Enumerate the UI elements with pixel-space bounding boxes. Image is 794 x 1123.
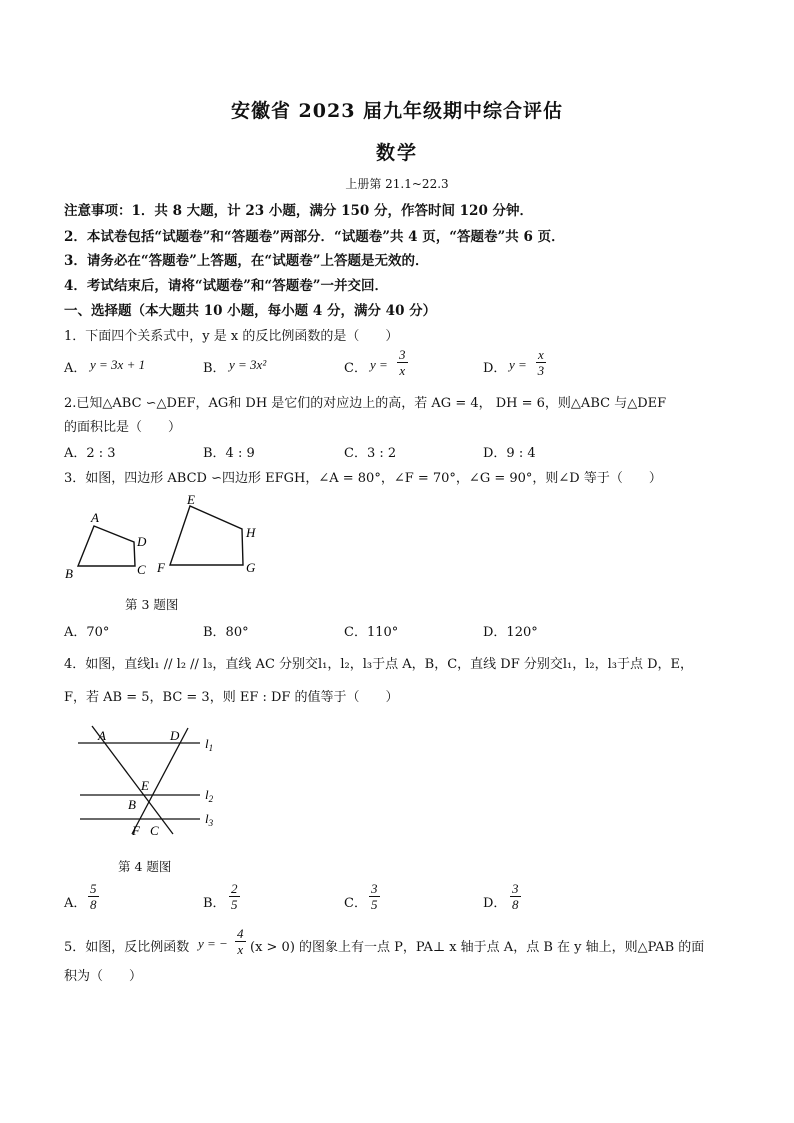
note-1: 注意事项：1．共 8 大题，计 23 小题，满分 150 分，作答时间 120 分钟．	[64, 203, 534, 219]
q4-option-a-label: A．	[64, 896, 87, 911]
section-heading: 一、选择题（本大题共 10 小题，每小题 4 分，满分 40 分）	[64, 303, 437, 319]
label-l2: $l_2$	[205, 787, 214, 804]
exam-title: 安徽省 2023 届九年级期中综合评估	[230, 100, 564, 122]
label-h: H	[246, 525, 256, 540]
q4-stem-line2: F，若 AB = 5，BC = 3，则 EF : DF 的值等于（ ）	[64, 690, 399, 705]
q3-caption: 第 3 题图	[125, 597, 179, 612]
label-c: C	[137, 562, 146, 577]
q2-stem-line2: 的面积比是（ ）	[64, 420, 182, 435]
q1-option-b: y = 3x²	[229, 357, 267, 372]
q1-option-c-label: C．	[344, 361, 367, 376]
q4-figure	[70, 722, 230, 842]
q1-option-a-label: A．	[64, 361, 87, 376]
label-a: A	[98, 728, 106, 743]
q4-option-c-label: C．	[344, 896, 367, 911]
q2-option-d: D．9 : 4	[483, 446, 536, 461]
q3-option-d: D．120°	[483, 625, 538, 640]
q5-function-fraction: $\frac{4}{x}$	[237, 926, 244, 957]
q1-option-d-fraction: $\frac{x}{3}$	[537, 347, 545, 378]
label-c: C	[150, 823, 159, 838]
note-2: 2．本试卷包括“试题卷”和“答题卷”两部分．“试题卷”共 4 页，“答题卷”共 6 页．	[64, 229, 565, 245]
q5-function-lhs: y = −	[198, 936, 228, 951]
note-4: 4．考试结束后，请将“试题卷”和“答题卷”一并交回．	[64, 278, 388, 294]
label-a: A	[91, 510, 99, 525]
quad-efgh	[170, 506, 243, 565]
q1-stem: 1．下面四个关系式中，y 是 x 的反比例函数的是（ ）	[64, 329, 399, 344]
q4-option-d-label: D．	[483, 896, 507, 911]
q1-option-d: y =	[509, 357, 527, 372]
q4-option-d-fraction: $\frac{3}{8}$	[512, 881, 519, 912]
q2-option-a: A．2 : 3	[64, 446, 116, 461]
q5-stem-intro: 5．如图，反比例函数	[64, 940, 190, 955]
q3-figure	[60, 490, 280, 590]
q5-stem-rest: (x > 0) 的图象上有一点 P，PA⊥ x 轴于点 A，点 B 在 y 轴上，则△PAB 的面	[250, 940, 705, 955]
q4-option-b-fraction: $\frac{2}{5}$	[231, 881, 238, 912]
q4-stem-line1: 4．如图，直线l₁ // l₂ // l₃，直线 AC 分别交l₁，l₂，l₃于点 A，B，C，直线 DF 分别交l₁，l₂，l₃于点 D，E，	[64, 657, 694, 672]
note-3: 3．请务必在“答题卷”上答题，在“试题卷”上答题是无效的．	[64, 253, 429, 269]
q1-option-a: y = 3x + 1	[90, 357, 146, 372]
label-d: D	[170, 728, 180, 743]
q2-option-b: B．4 : 9	[203, 446, 255, 461]
label-l1: $l_1$	[205, 736, 214, 753]
subject-title: 数学	[375, 142, 418, 164]
q1-option-c: y =	[370, 357, 388, 372]
label-f: F	[157, 560, 165, 575]
label-e: E	[141, 778, 149, 793]
label-g: G	[246, 560, 256, 575]
label-f: F	[132, 823, 140, 838]
label-b: B	[128, 797, 136, 812]
q4-caption: 第 4 题图	[118, 859, 172, 874]
label-e: E	[187, 492, 195, 507]
q1-option-d-label: D．	[483, 361, 507, 376]
q1-option-b-label: B．	[203, 361, 226, 376]
label-l3: $l_3$	[205, 811, 214, 828]
scope-text: 上册第 21.1~22.3	[345, 177, 449, 191]
quad-abcd	[78, 526, 135, 566]
q4-option-b-label: B．	[203, 896, 226, 911]
label-b: B	[65, 566, 73, 581]
q4-option-c-fraction: $\frac{3}{5}$	[371, 881, 378, 912]
q3-option-a: A．70°	[64, 625, 110, 640]
q3-option-c: C．110°	[344, 625, 399, 640]
q1-option-c-fraction: $\frac{3}{x}$	[399, 347, 406, 378]
q2-option-c: C．3 : 2	[344, 446, 397, 461]
q4-option-a-fraction: $\frac{5}{8}$	[90, 881, 97, 912]
q5-stem-line2: 积为（ ）	[64, 969, 143, 984]
q3-option-b: B．80°	[203, 625, 249, 640]
q2-stem-line1: 2.已知△ABC ∽△DEF，AG和 DH 是它们的对应边上的高，若 AG = 4， DH = 6，则△ABC 与△DEF	[64, 396, 667, 411]
q3-stem: 3．如图，四边形 ABCD ∽四边形 EFGH，∠A = 80°，∠F = 70°，∠G = 90°，则∠D 等于（ ）	[64, 471, 662, 486]
label-d: D	[137, 534, 147, 549]
